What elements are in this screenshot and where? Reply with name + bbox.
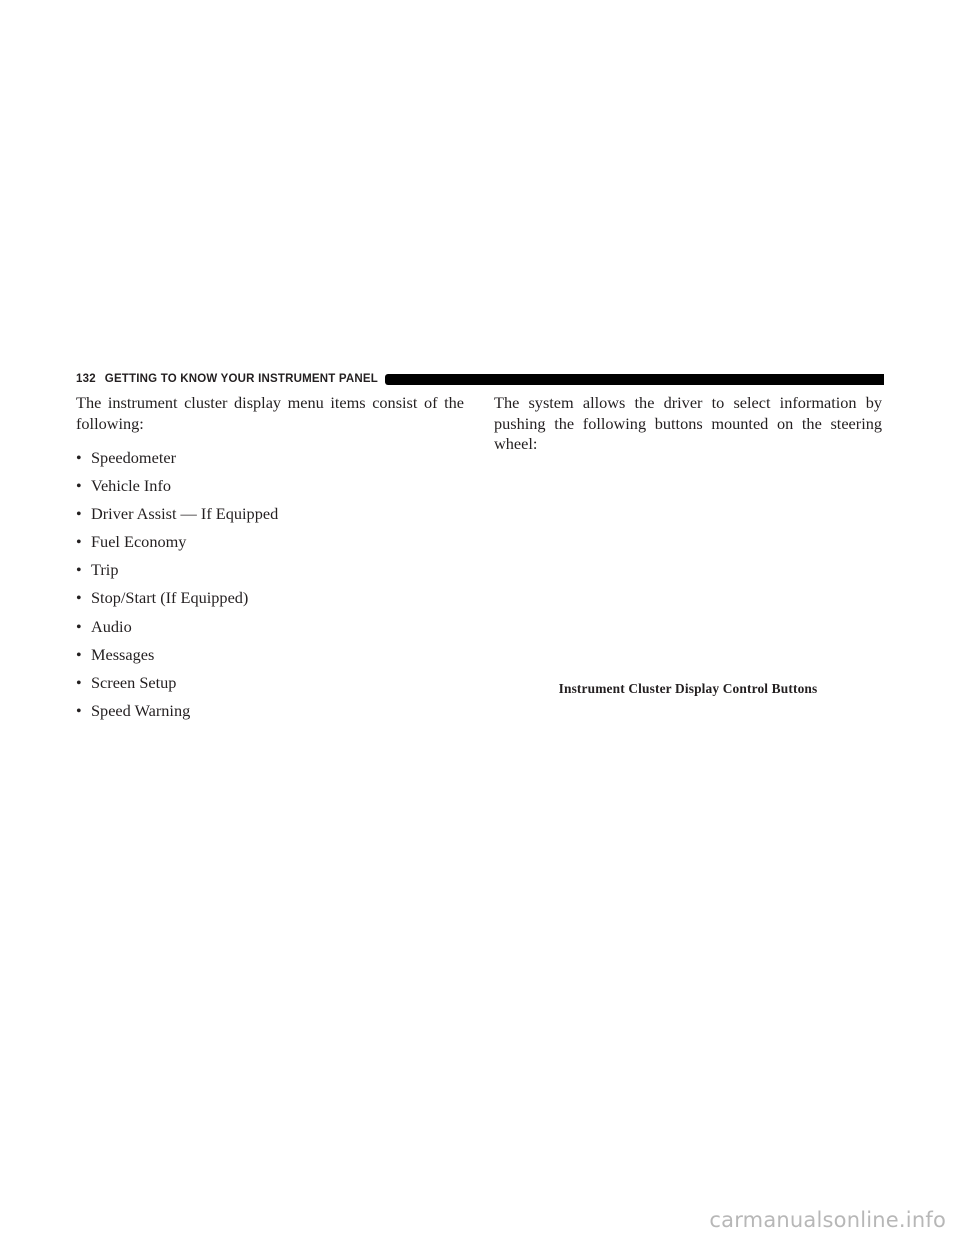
watermark: carmanualsonline.info	[709, 1208, 946, 1232]
list-item-label: Driver Assist — If Equipped	[91, 504, 279, 524]
list-item	[76, 701, 464, 722]
bullet-icon: •	[76, 618, 82, 636]
list-item	[76, 560, 464, 581]
list-item-label: Stop/Start (If Equipped)	[91, 588, 249, 608]
right-column	[494, 393, 882, 677]
list-item	[76, 673, 464, 694]
list-item-label: Messages	[91, 644, 155, 664]
list-item-label: Trip	[91, 560, 119, 580]
figure-caption: Instrument Cluster Display Control Buttons	[558, 681, 818, 696]
bullet-icon: •	[76, 646, 82, 664]
list-item	[76, 504, 464, 525]
bullet-icon: •	[76, 674, 82, 692]
menu-items-list	[76, 448, 464, 721]
bullet-icon: •	[76, 702, 82, 720]
list-item	[76, 476, 464, 497]
page-header	[76, 371, 884, 387]
list-item-label: Speedometer	[91, 448, 176, 467]
intro-paragraph: The instrument cluster display menu items consist of the following:	[76, 393, 464, 433]
figure-placeholder	[494, 455, 882, 677]
bullet-icon: •	[76, 590, 82, 608]
bullet-icon: •	[76, 534, 82, 552]
left-column	[76, 393, 464, 729]
list-item-label: Screen Setup	[91, 672, 177, 692]
header-rule-bar	[385, 374, 884, 385]
list-item-label: Fuel Economy	[91, 532, 187, 552]
bullet-icon: •	[76, 506, 82, 524]
list-item	[76, 617, 464, 638]
list-item-label: Audio	[91, 616, 132, 636]
system-paragraph: The system allows the driver to select information by pushing the following buttons mounted on the steering wheel:	[494, 393, 882, 453]
list-item	[76, 448, 464, 469]
page-number: 132	[76, 373, 96, 385]
bullet-icon: •	[76, 478, 82, 496]
bullet-icon: •	[76, 450, 82, 467]
list-item	[76, 588, 464, 609]
bullet-icon: •	[76, 562, 82, 580]
list-item-label: Speed Warning	[91, 700, 191, 720]
list-item	[76, 532, 464, 553]
list-item-label: Vehicle Info	[91, 476, 172, 496]
list-item	[76, 645, 464, 666]
section-title: GETTING TO KNOW YOUR INSTRUMENT PANEL	[104, 373, 378, 385]
